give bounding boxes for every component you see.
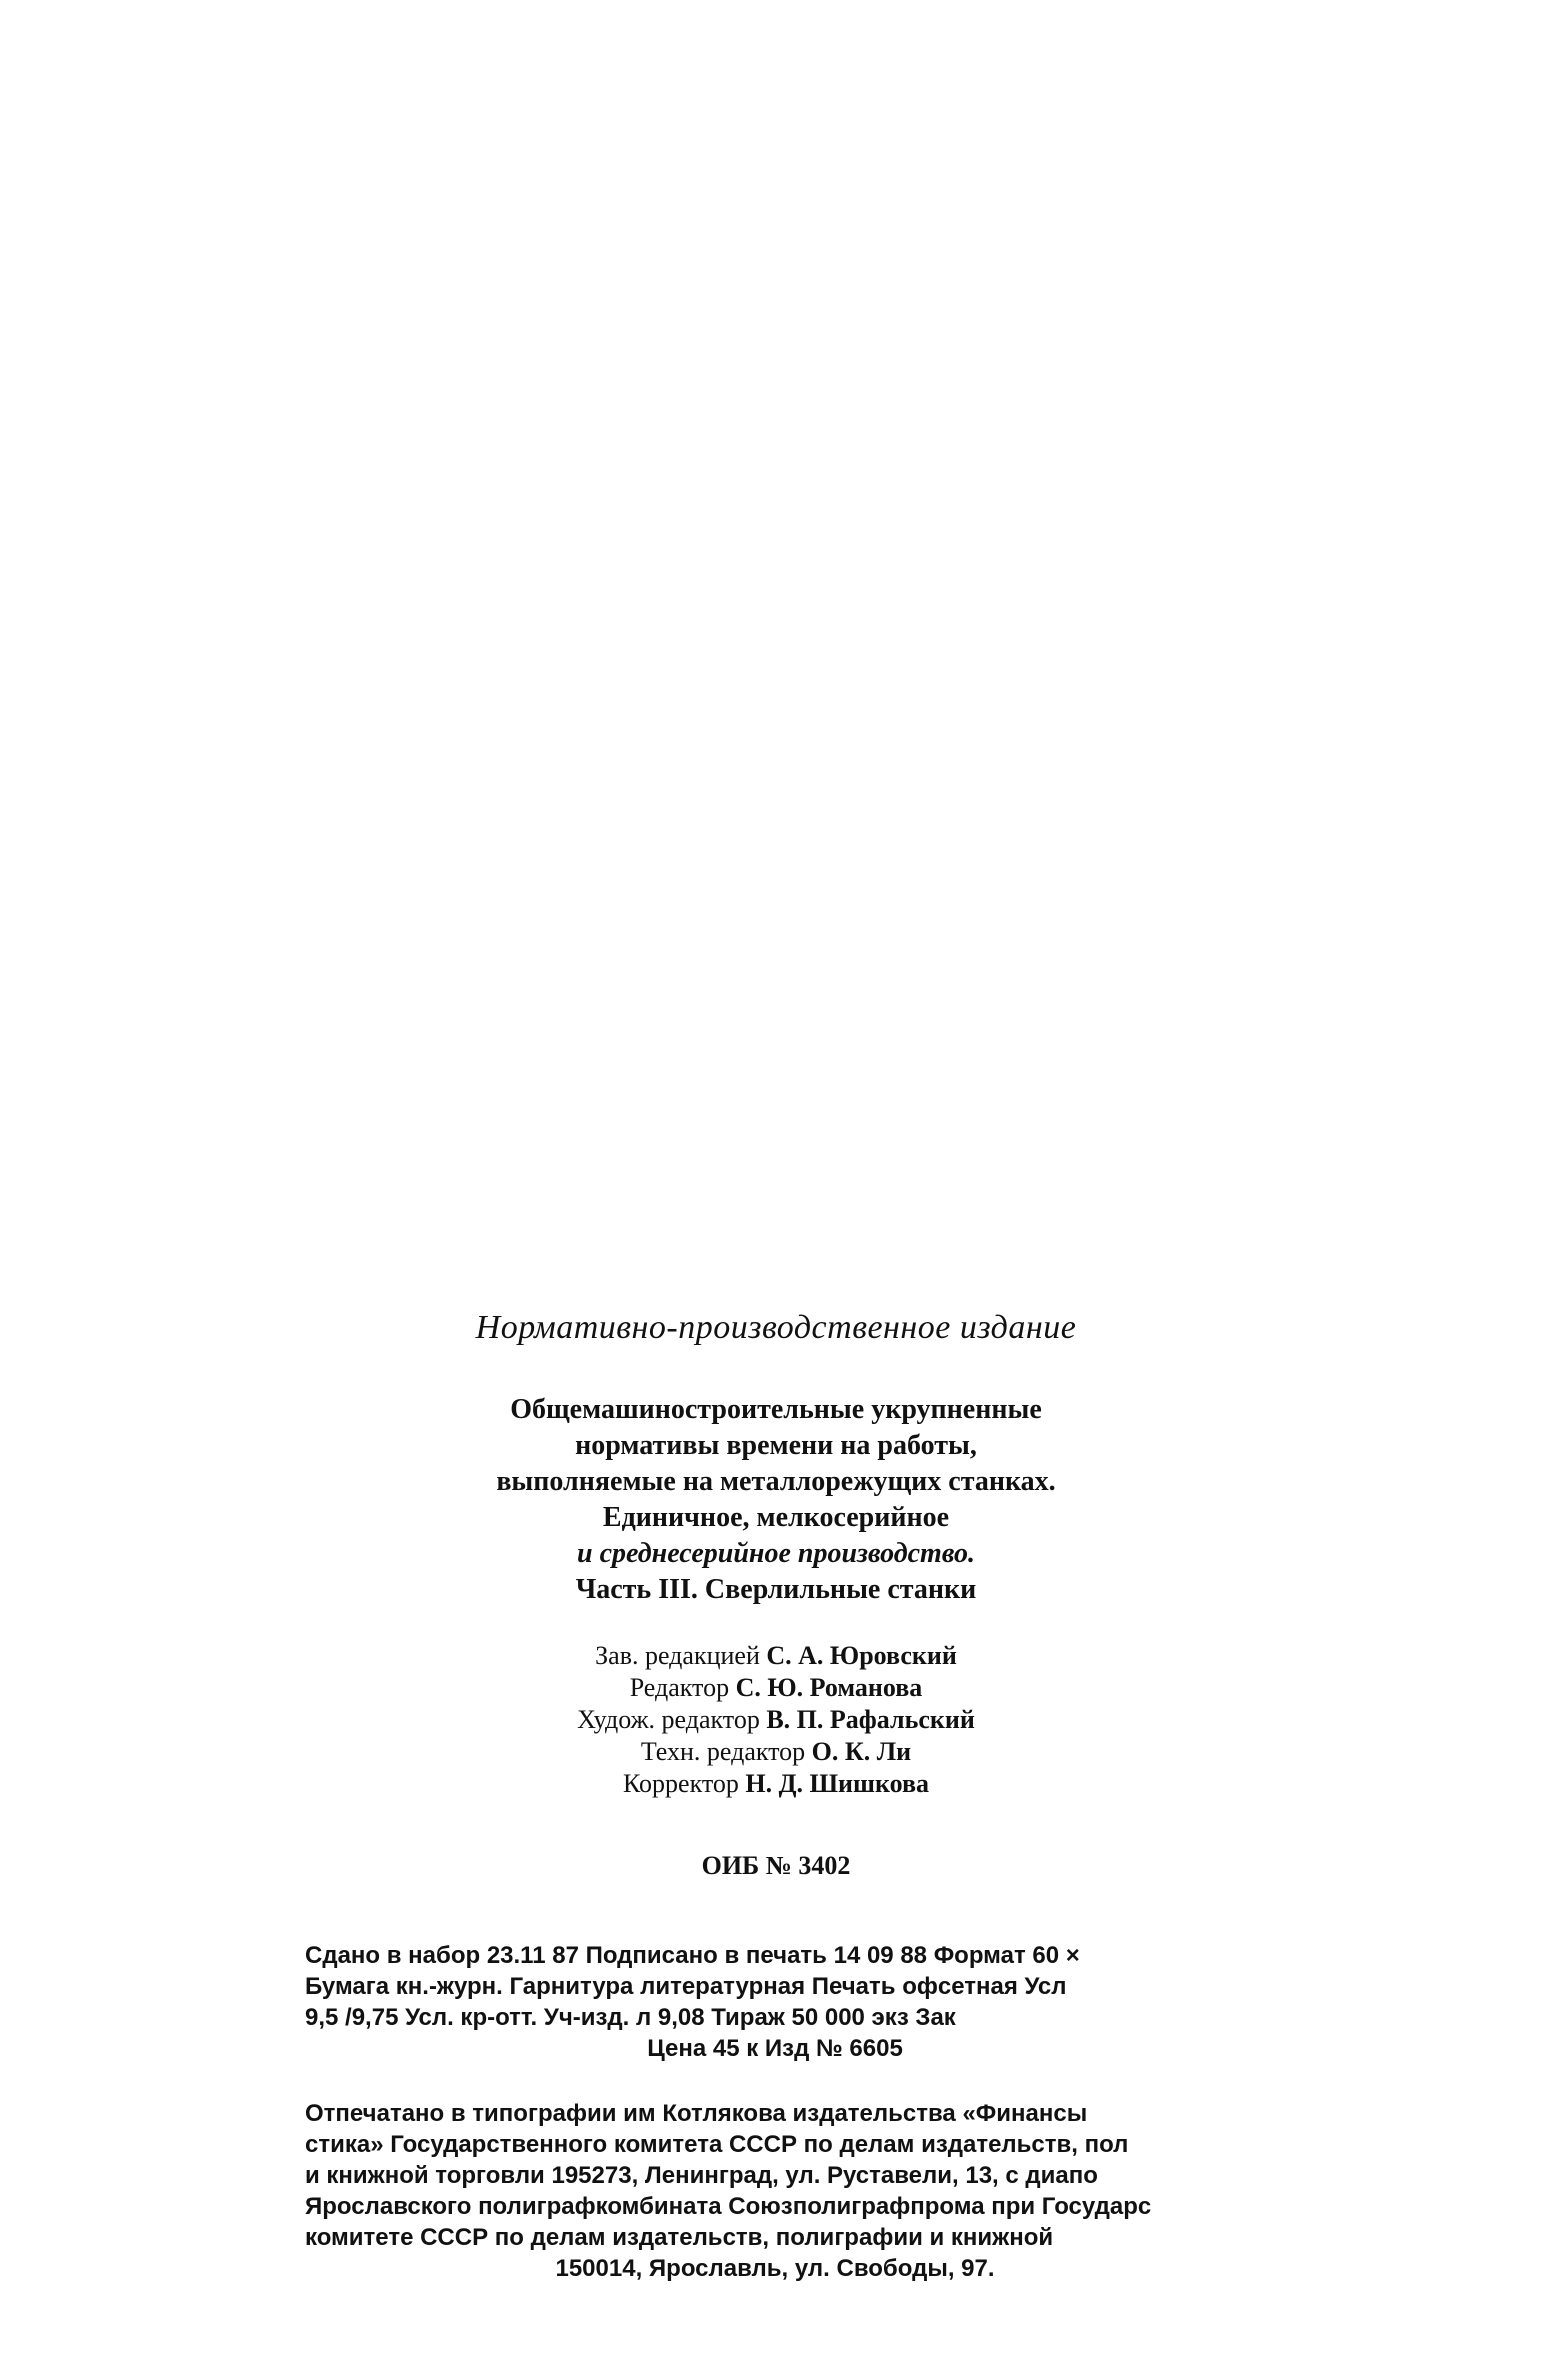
credit-role: Техн. редактор — [640, 1737, 806, 1766]
credit-name: С. Ю. Романова — [735, 1673, 923, 1702]
credits-list — [0, 1640, 1552, 1800]
credit-line — [0, 1672, 1552, 1704]
credit-line — [0, 1736, 1552, 1768]
imprint-line: Бумага кн.-журн. Гарнитура литературная Печать офсетная Усл — [305, 1973, 1067, 2000]
imprint-details — [305, 1940, 1245, 2064]
credit-name: О. К. Ли — [811, 1737, 912, 1766]
title-line: Часть III. Сверлильные станки — [575, 1574, 977, 1605]
book-title — [0, 1392, 1552, 1608]
credit-line — [0, 1704, 1552, 1736]
title-line: нормативы времени на работы, — [575, 1430, 977, 1461]
credit-role: Редактор — [629, 1673, 730, 1702]
credit-line — [0, 1640, 1552, 1672]
credit-role: Худож. редактор — [577, 1705, 760, 1734]
title-line: Единичное, мелкосерийное — [602, 1502, 950, 1533]
edition-type: Нормативно-производственное издание — [475, 1309, 1077, 1346]
printer-line: комитете СССР по делам издательств, полиграфии и книжной — [305, 2224, 1054, 2251]
imprint-line: Цена 45 к Изд № 6605 — [647, 2035, 903, 2062]
imprint-line: 9,5 /9,75 Усл. кр-отт. Уч-изд. л 9,08 Тираж 50 000 экз Зак — [305, 2004, 956, 2031]
credit-role: Зав. редакцией — [595, 1641, 760, 1670]
credit-name: В. П. Рафальский — [766, 1705, 975, 1734]
printer-line: и книжной торговли 195273, Ленинград, ул. Руставели, 13, с диапо — [305, 2162, 1098, 2189]
printer-line: Отпечатано в типографии им Котлякова издательства «Финансы — [305, 2100, 1088, 2127]
credit-line — [0, 1768, 1552, 1800]
credit-role: Корректор — [622, 1769, 739, 1798]
imprint-line: Сдано в набор 23.11 87 Подписано в печать 14 09 88 Формат 60 × — [305, 1942, 1080, 1969]
title-line: выполняемые на металлорежущих станках. — [496, 1466, 1056, 1497]
oib-number: ОИБ № 3402 — [701, 1851, 851, 1880]
credit-name: С. А. Юровский — [766, 1641, 957, 1670]
printer-line: Ярославского полиграфкомбината Союзполиграфпрома при Государс — [305, 2193, 1152, 2220]
title-line: и среднесерийное производство. — [577, 1538, 975, 1569]
title-line: Общемашиностроительные укрупненные — [510, 1394, 1042, 1425]
printer-line: 150014, Ярославль, ул. Свободы, 97. — [555, 2255, 995, 2282]
credit-name: Н. Д. Шишкова — [745, 1769, 930, 1798]
printer-info — [305, 2098, 1245, 2284]
printer-line: стика» Государственного комитета СССР по делам издательств, пол — [305, 2131, 1129, 2158]
